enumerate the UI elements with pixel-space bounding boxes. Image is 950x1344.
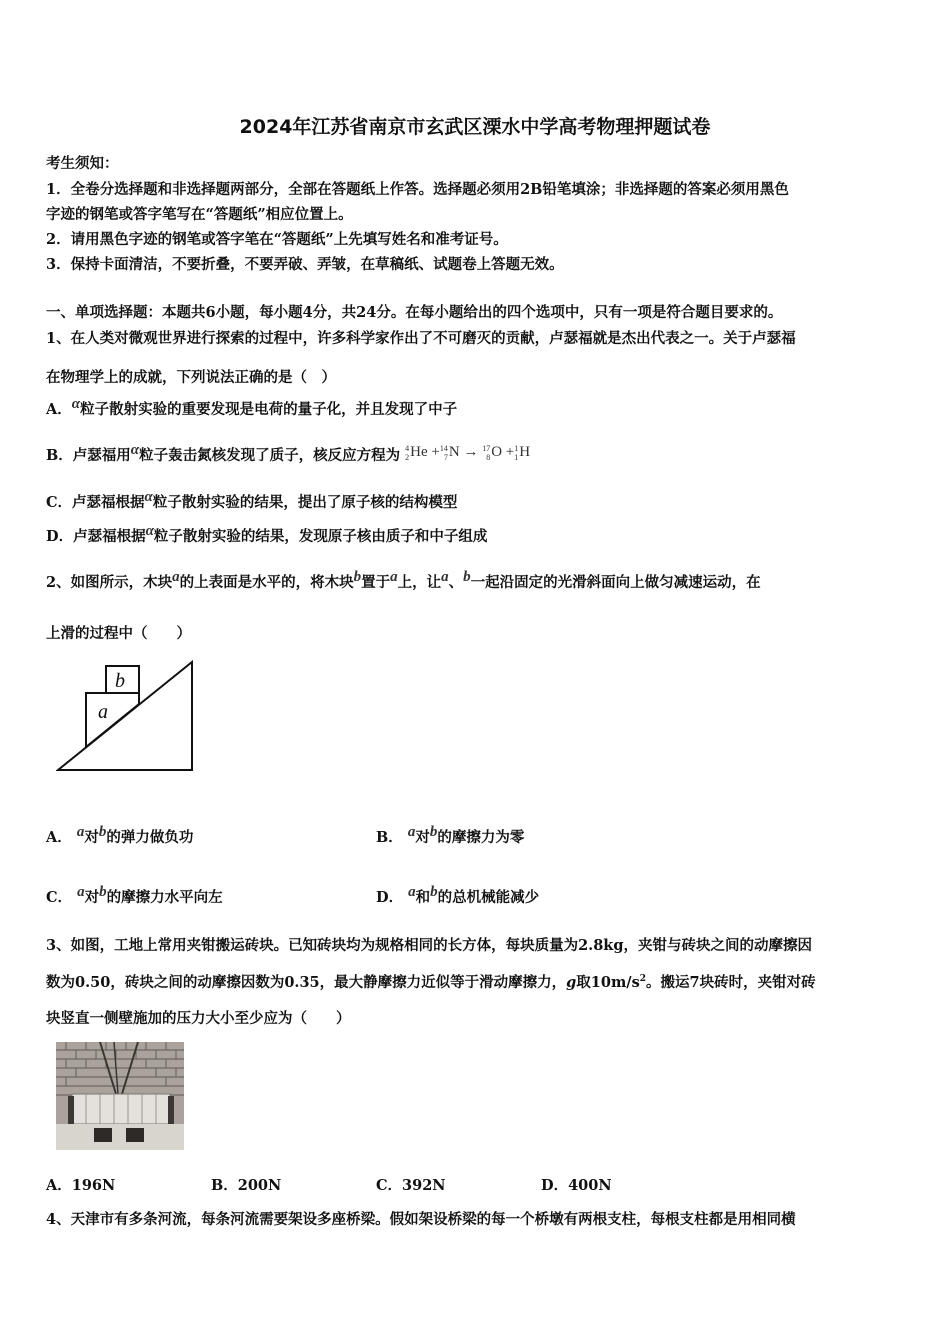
q3-option-b: B．200N [211,1177,282,1194]
q3-option-c: C．392N [376,1177,446,1194]
var-a: a [441,569,449,585]
q3-stem-line-1: 3、如图，工地上常用夹钳搬运砖块。已知砖块均为规格相同的长方体，每块质量为2.8kg，夹钳与砖块之间的动摩擦因 [46,937,812,954]
q1-option-d-label: D．卢瑟福根据 [46,528,146,545]
q1-option-a [46,398,457,419]
q3-stem-line-3: 块竖直一侧壁施加的压力大小至少应为（ ） [46,1010,351,1027]
exam-title: 2024年江苏省南京市玄武区溧水中学高考物理押题试卷 [239,116,711,138]
q1-option-a-text: 粒子散射实验的重要发现是电荷的量子化，并且发现了中子 [80,401,458,418]
q1-option-b-label: B．卢瑟福用 [46,447,131,464]
notice-heading: 考生须知： [46,155,119,172]
var-a: a [172,569,180,585]
q1-option-b-text: 粒子轰击氮核发现了质子，核反应方程为 [139,447,401,464]
notice-line-2: 字迹的钢笔或答字笔写在“答题纸”相应位置上。 [46,206,353,223]
section-heading: 一、单项选择题：本题共6小题，每小题4分，共24分。在每小题给出的四个选项中，只有一项是符合题目要求的。 [46,304,783,321]
brick-clamp-photo [56,1042,184,1150]
q2-option-d: D． a和b的总机械能减少 [376,884,540,906]
q2-stem-line-2: 上滑的过程中（ ） [46,625,191,642]
notice-line-1: 1．全卷分选择题和非选择题两部分，全部在答题纸上作答。选择题必须用2B铅笔填涂；非选择题的答案必须用黑色 [46,181,789,198]
q1-option-a-label: A． [46,401,72,418]
block-b-label: b [115,670,125,692]
alpha-symbol: α [130,442,140,458]
q3-option-d: D．400N [541,1177,612,1194]
nuclear-equation: 4 2He +14 7N → 17 8O +1 1H [405,443,531,462]
q2-option-a: A． a对b的弹力做负功 [46,824,194,846]
q1-option-d [46,525,487,546]
var-g: g [566,974,577,991]
q2-stem-line-1: 2、如图所示，木块a的上表面是水平的，将木块b置于a上，让a、b一起沿固定的光滑斜面向上做匀减速运动，在 [46,569,761,591]
q1-stem-line-1: 1、在人类对微观世界进行探索的过程中，许多科学家作出了不可磨灭的贡献，卢瑟福就是杰出代表之一。关于卢瑟福 [46,330,796,347]
var-b: b [353,569,362,585]
q1-stem-line-2: 在物理学上的成就，下列说法正确的是（ ） [46,369,336,386]
var-a: a [390,569,398,585]
alpha-symbol: α [145,523,154,539]
alpha-symbol: α [144,489,153,505]
q2-option-c: C． a对b的摩擦力水平向左 [46,884,223,906]
q4-stem-line-1: 4、天津市有多条河流，每条河流需要架设多座桥梁。假如架设桥梁的每一个桥墩有两根支柱，每根支柱都是用相同横 [46,1211,796,1228]
q1-option-c-label: C．卢瑟福根据 [46,494,145,511]
notice-line-4: 3．保持卡面清洁，不要折叠，不要弄破、弄皱，在草稿纸、试题卷上答题无效。 [46,256,564,273]
notice-line-3: 2．请用黑色字迹的钢笔或答字笔在“答题纸”上先填写姓名和准考证号。 [46,231,508,248]
var-b: b [463,569,471,585]
q1-option-b [46,444,530,466]
block-a-label: a [98,701,108,723]
q3-stem-line-2: 数为0.50，砖块之间的动摩擦因数为0.35，最大静摩擦力近似等于滑动摩擦力，g取$10m/s^2$。搬运7块砖时，夹钳对砖 [46,974,816,991]
incline-block-figure [56,660,196,772]
alpha-symbol: α [71,396,81,412]
q3-option-a: A．196N [46,1177,116,1194]
q1-option-c [46,491,457,512]
block-a [86,693,139,747]
q1-option-c-text: 粒子散射实验的结果，提出了原子核的结构模型 [152,494,458,511]
q2-option-b: B． a对b的摩擦力为零 [376,824,525,846]
q1-option-d-text: 粒子散射实验的结果，发现原子核由质子和中子组成 [153,528,488,545]
